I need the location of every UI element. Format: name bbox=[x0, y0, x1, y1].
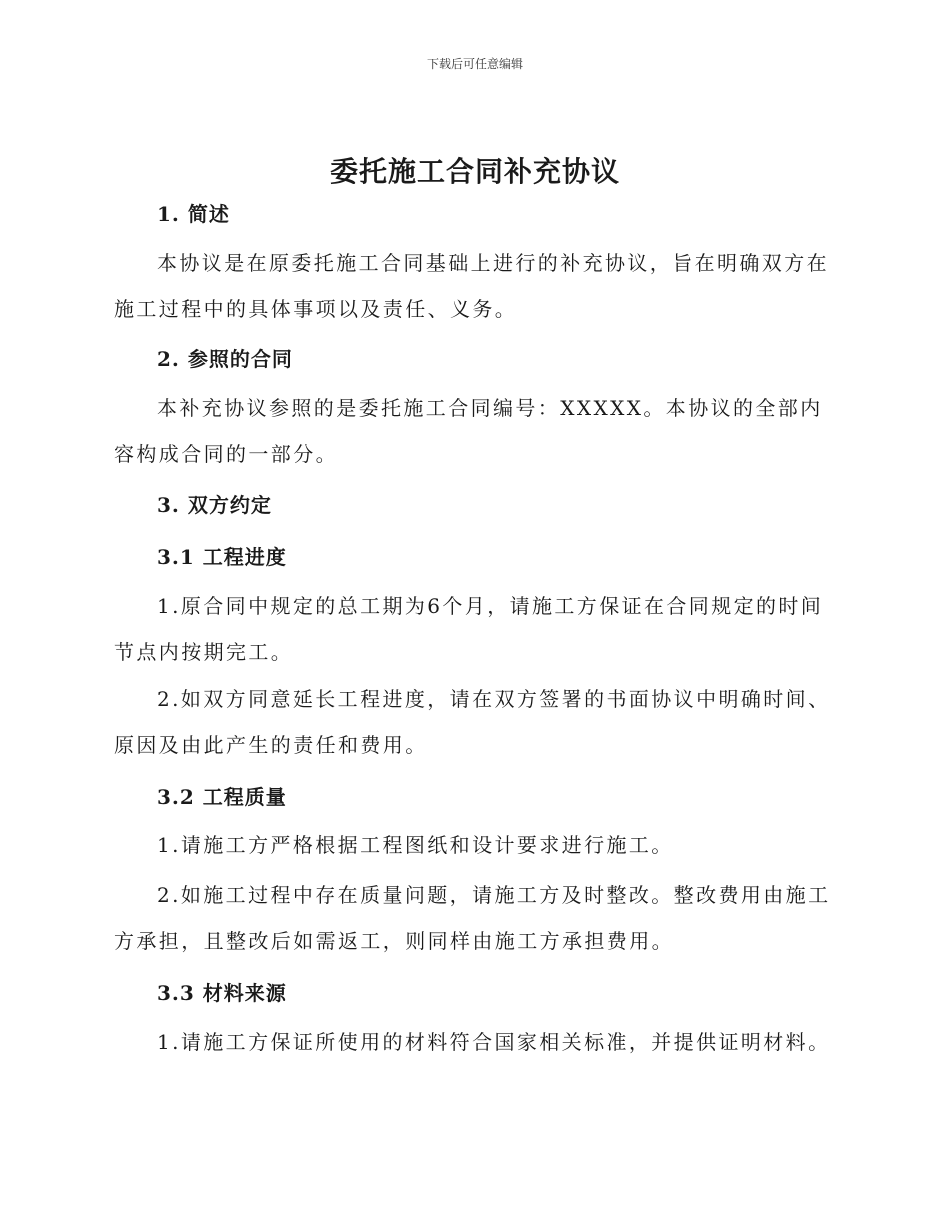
section-3-3-paragraph-1: 1.请施工方保证所使用的材料符合国家相关标准，并提供证明材料。 bbox=[157, 1030, 831, 1054]
page-header-note: 下载后可任意编辑 bbox=[426, 57, 523, 71]
section-heading-3: 3. 双方约定 bbox=[157, 493, 272, 517]
section-1-paragraph-1: 本协议是在原委托施工合同基础上进行的补充协议，旨在明确双方在施工过程中的具体事项以及责任、义务。 bbox=[114, 251, 829, 321]
section-heading-2: 2. 参照的合同 bbox=[157, 347, 293, 371]
section-heading-3-1: 3.1 工程进度 bbox=[157, 545, 287, 569]
section-2-paragraph-1: 本补充协议参照的是委托施工合同编号：XXXXX。本协议的全部内容构成合同的一部分。 bbox=[114, 396, 823, 466]
section-heading-3-3: 3.3 材料来源 bbox=[157, 981, 287, 1005]
section-3-1-paragraph-2: 2.如双方同意延长工程进度，请在双方签署的书面协议中明确时间、原因及由此产生的责任和费用。 bbox=[114, 687, 831, 757]
section-3-2-paragraph-1: 1.请施工方严格根据工程图纸和设计要求进行施工。 bbox=[157, 833, 674, 857]
section-heading-3-2: 3.2 工程质量 bbox=[157, 785, 287, 809]
section-3-1-paragraph-1: 1.原合同中规定的总工期为6个月，请施工方保证在合同规定的时间节点内按期完工。 bbox=[114, 594, 824, 664]
section-heading-1: 1. 简述 bbox=[157, 202, 230, 226]
section-3-2-paragraph-2: 2.如施工过程中存在质量问题，请施工方及时整改。整改费用由施工方承担，且整改后如需返工，则同样由施工方承担费用。 bbox=[114, 883, 831, 953]
document-title: 委托施工合同补充协议 bbox=[329, 155, 620, 188]
